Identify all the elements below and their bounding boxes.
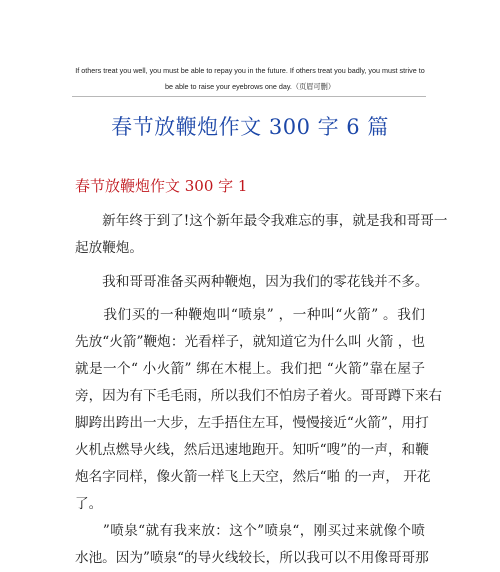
paragraph-line: 先放“火箭”鞭炮：光看样子，就知道它为什么叫 火箭 ，也	[75, 334, 425, 350]
paragraph-line: 就是一个“ 小火箭” 绑在木棍上。我们把 “火箭”靠在屋子	[75, 361, 425, 377]
paragraph-line: 脚跨出跨出一大步，左手捂住左耳，慢慢接近“火箭”，用打	[75, 415, 429, 431]
paragraph-1	[75, 208, 448, 262]
paragraph-line: 起放鞭炮。	[75, 240, 143, 256]
paragraph-2	[75, 269, 429, 296]
paragraph-line: 炮名字同样，像火箭一样飞上天空，然后“啪 的一声， 开花	[75, 469, 431, 485]
paragraph-line: 旁，因为有下毛毛雨，所以我们不怕房子着火。哥哥蹲下来右	[75, 388, 443, 404]
paragraph-line: 了。	[75, 496, 103, 512]
paragraph-line: 水池。因为”喷泉“的导火线较长，所以我可以不用像哥哥那	[75, 550, 429, 566]
section-heading: 春节放鞭炮作文 300 字 1	[75, 177, 248, 195]
paragraph-3	[75, 302, 443, 518]
header-divider	[72, 96, 426, 97]
header-quote	[70, 63, 430, 95]
document-title: 春节放鞭炮作文 300 字 6 篇	[111, 115, 389, 139]
header-quote-line-2: be able to raise your eyebrows one day.（页眉可删）	[164, 82, 336, 91]
paragraph-line: ”喷泉“就有我来放：这个”喷泉“，刚买过来就像个喷	[75, 523, 425, 539]
paragraph-4	[75, 518, 429, 572]
paragraph-line: 我和哥哥准备买两种鞭炮，因为我们的零花钱并不多。	[75, 274, 429, 290]
paragraph-line: 我们买的一种鞭炮叫“喷泉” ，一种叫“火箭” 。我们	[75, 307, 425, 323]
header-quote-line-1: If others treat you well, you must be able to repay you in the future. If others treat you badly, you must strive to	[75, 66, 425, 75]
paragraph-line: 新年终于到了!这个新年最令我难忘的事，就是我和哥哥一	[75, 213, 448, 229]
paragraph-line: 火机点燃导火线，然后迅速地跑开。知听“嗖”的一声，和鞭	[75, 442, 429, 458]
